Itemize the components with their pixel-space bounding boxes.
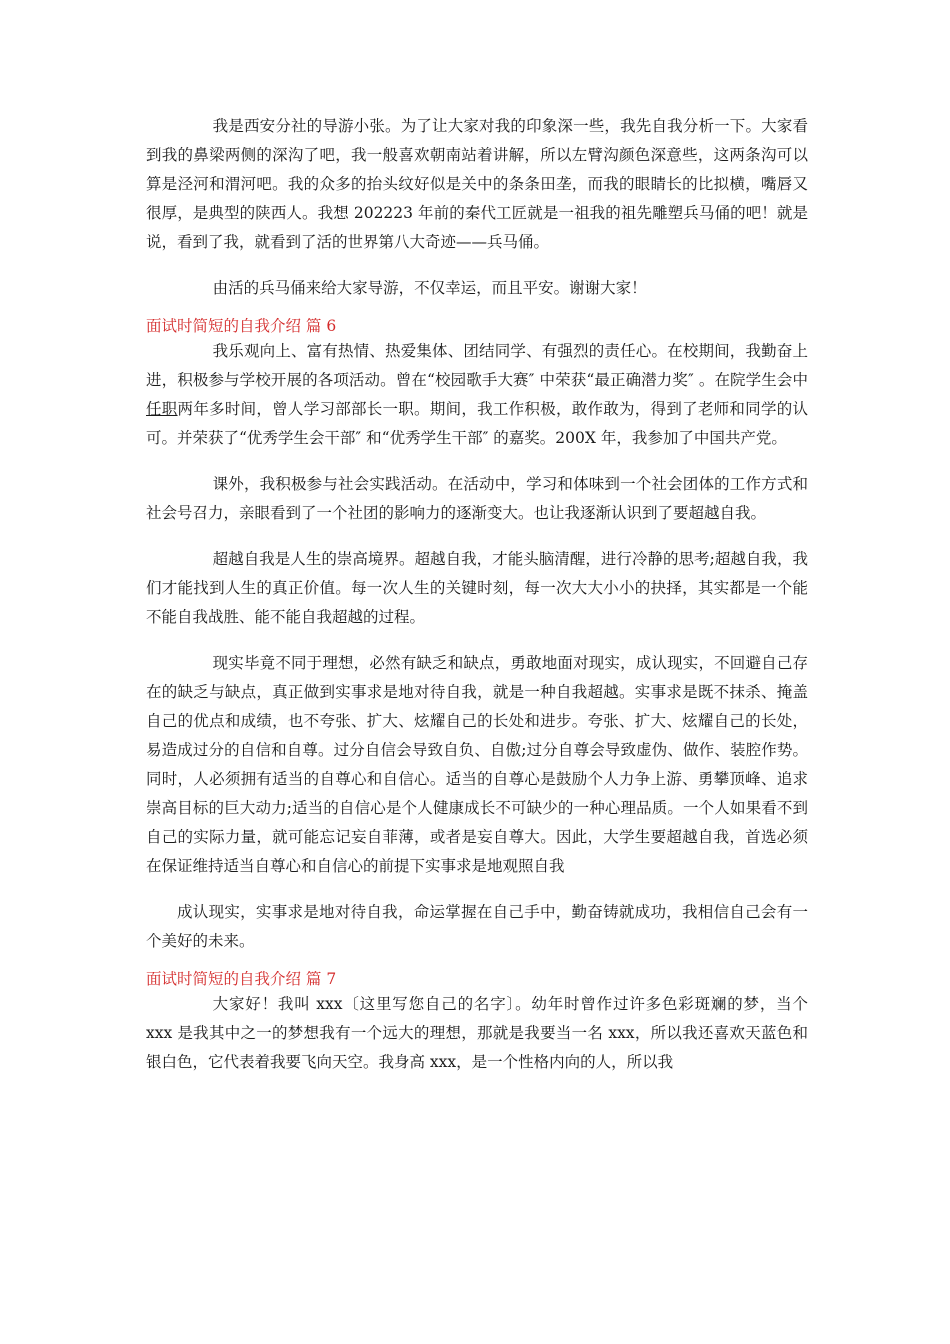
paragraph-gap <box>146 632 808 649</box>
paragraph: 由活的兵马俑来给大家导游，不仅幸运，而且平安。谢谢大家！ <box>212 279 647 297</box>
section-heading-6: 面试时简短的自我介绍 篇 6 <box>146 317 337 335</box>
paragraph: 课外，我积极参与社会实践活动。在活动中，学习和体味到一个社会团体的工作方式和社会号召力，亲眼看到了一个社团的影响力的逐渐变大。也让我逐渐认识到了要超越自我。 <box>146 475 808 522</box>
paragraph: 现实毕竟不同于理想，必然有缺乏和缺点，勇敢地面对现实，成认现实，不回避自己存在的缺乏与缺点，真正做到实事求是地对待自我，就是一种自我超越。实事求是既不抹杀、掩盖自己的优点和成绩，也不夸张、扩大、炫耀自己的长处和进步。夸张、扩大、炫耀自己的长处，易造成过分的自信和自尊。过分自信会导致自负、自傲;过分自尊会导致虚伪、做作、装腔作势。同时，人必须拥有适当的自尊心和自信心。适当的自尊心是鼓励个人力争上游、勇攀顶峰、追求崇高目标的巨大动力;适当的自信心是个人健康成长不可缺少的一种心理品质。一个人如果看不到自己的实际力量，就可能忘记妄自菲薄，或者是妄自尊大。因此，大学生要超越自我，首选必须在保证维持适当自尊心和自信心的前提下实事求是地观照自我 <box>146 654 808 875</box>
paragraph: 超越自我是人生的崇高境界。超越自我，才能头脑清醒，进行冷静的思考;超越自我，我们才能找到人生的真正价值。每一次人生的关键时刻，每一次大大小小的抉择，其实都是一个能不能自我战胜、能不能自我超越的过程。 <box>146 550 808 626</box>
paragraph-gap <box>146 528 808 545</box>
paragraph <box>146 337 808 453</box>
paragraph-text: 两年多时间，曾人学习部部长一职。期间，我工作积极，敢作敢为，得到了老师和同学的认可。并荣获了“优秀学生会干部″ 和“优秀学生干部″ 的嘉奖。200X 年，我参加了中国共产党。 <box>146 400 808 447</box>
paragraph-gap <box>146 257 808 274</box>
paragraph: 成认现实，实事求是地对待自我，命运掌握在自己手中，勤奋铸就成功，我相信自己会有一个美好的未来。 <box>146 903 808 950</box>
paragraph: 我是西安分社的导游小张。为了让大家对我的印象深一些，我先自我分析一下。大家看到我的鼻梁两侧的深沟了吧，我一般喜欢朝南站着讲解，所以左臂沟颜色深意些，这两条沟可以算是泾河和渭河吧。我的众多的抬头纹好似是关中的条条田垄，而我的眼睛长的比拟横，嘴唇又很厚，是典型的陕西人。我想 202223 年前的秦代工匠就是一祖我的祖先雕塑兵马俑的吧！就是说，看到了我，就看到了活的世界第八大奇迹——兵马俑。 <box>146 117 808 251</box>
link-text[interactable]: 任职 <box>146 400 178 418</box>
paragraph-gap <box>146 881 808 898</box>
document-page <box>146 112 808 1077</box>
section-heading-7: 面试时简短的自我介绍 篇 7 <box>146 970 337 988</box>
paragraph-text: 我乐观向上、富有热情、热爱集体、团结同学、有强烈的责任心。在校期间，我勤奋上进，积极参与学校开展的各项活动。曾在“校园歌手大赛″ 中荣获“最正确潜力奖″ 。在院学生会中 <box>146 342 808 389</box>
paragraph-gap <box>146 453 808 470</box>
paragraph: 大家好！我叫 xxx〔这里写您自己的名字〕。幼年时曾作过许多色彩斑斓的梦，当个 xxx 是我其中之一的梦想我有一个远大的理想，那就是我要当一名 xxx，所以我还喜欢天蓝色和银白色，它代表着我要飞向天空。我身高 xxx，是一个性格内向的人，所以我 <box>146 995 808 1071</box>
